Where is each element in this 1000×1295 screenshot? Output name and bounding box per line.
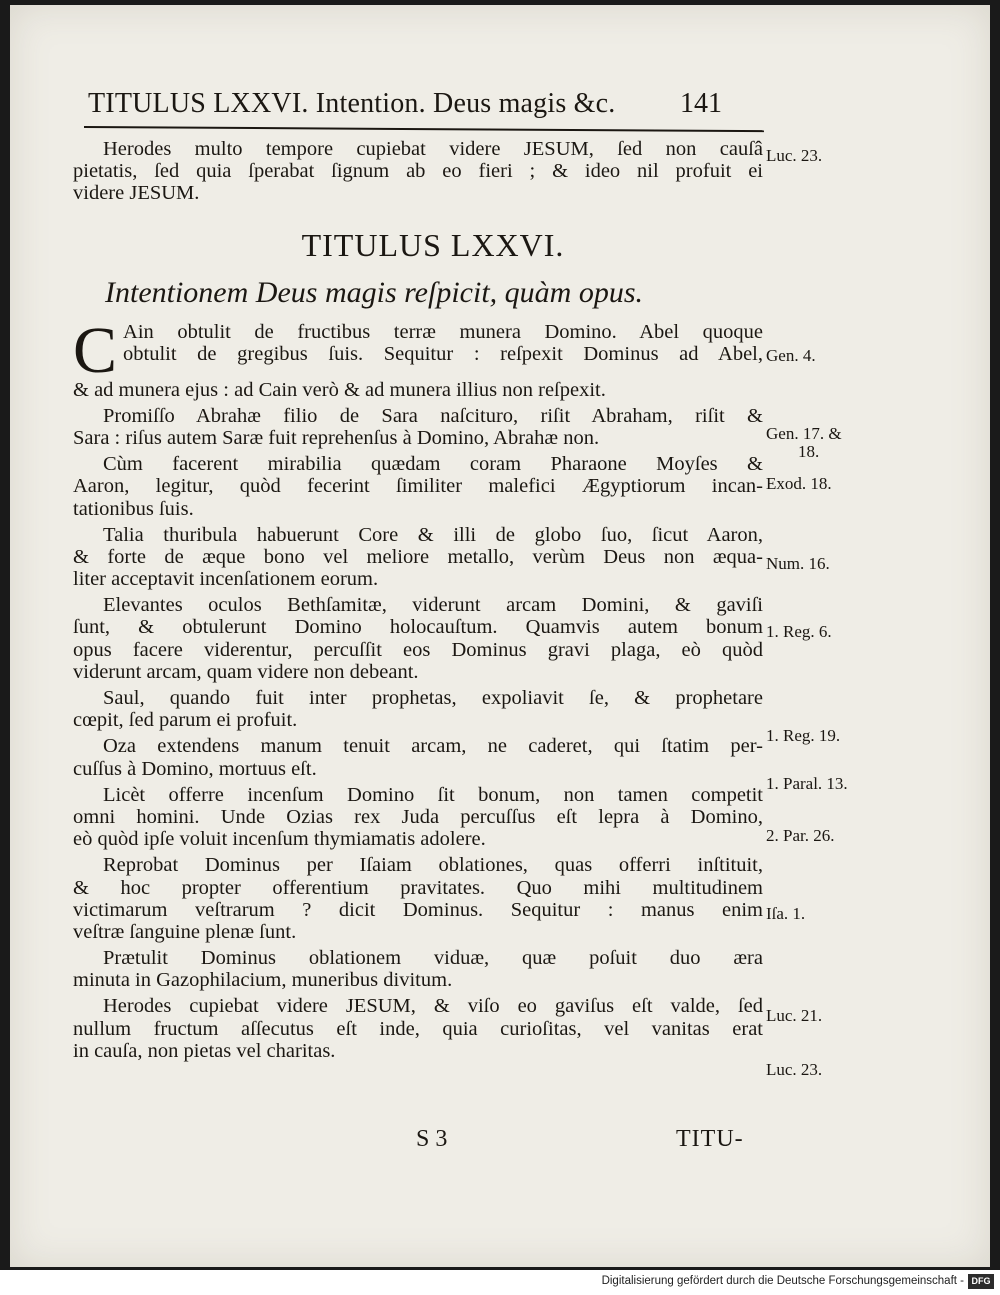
paragraph-bethsamitae <box>73 594 763 683</box>
paragraph-oza <box>73 735 763 779</box>
text-line: tationibus ſuis. <box>73 497 194 520</box>
running-title: TITULUS LXXVI. Intention. Deus magis &c. <box>88 88 616 119</box>
text-line: liter acceptavit incenſationem eorum. <box>73 568 379 591</box>
text-line: minuta in Gazophilacium, muneribus divitum. <box>73 969 453 992</box>
chapter-title: TITULUS LXXVI. <box>301 226 565 263</box>
text-line: obtulit de gregibus ſuis. Sequitur : reſpexit Dominus ad Abel, <box>123 342 763 365</box>
paragraph-moyses <box>73 453 763 520</box>
intro-paragraph <box>73 138 763 205</box>
text-line: ſunt, & obtulerunt Domino holocauſtum. Quamvis autem bonum <box>73 616 763 639</box>
text-line: viderunt arcam, quam videre non debeant. <box>73 660 419 683</box>
margin-reference: 1. Paral. 13. <box>766 774 848 793</box>
text-line: Herodes multo tempore cupiebat videre JESUM, ſed non cauſâ <box>103 138 763 160</box>
text-line: Saul, quando fuit inter prophetas, expoliavit ſe, & prophetare <box>103 687 763 709</box>
text-line: cuſſus à Domino, mortuus eſt. <box>73 757 317 780</box>
text-line: Sara : riſus autem Saræ fuit reprehenſus à Domino, Abrahæ non. <box>73 426 600 449</box>
text-line: Aaron, legitur, quòd fecerint ſimiliter malefici Ægyptiorum incan- <box>73 475 763 498</box>
margin-reference: Exod. 18. <box>766 474 832 493</box>
text-line: & ad munera ejus : ad Cain verò & ad munera illius non reſpexit. <box>73 378 606 401</box>
margin-reference: Iſa. 1. <box>766 904 806 923</box>
margin-reference: 18. <box>798 442 820 461</box>
text-line: Oza extendens manum tenuit arcam, ne caderet, qui ſtatim per- <box>103 735 763 758</box>
margin-reference: 1. Reg. 6. <box>766 622 832 641</box>
margin-reference: 1. Reg. 19. <box>766 726 841 745</box>
text-line: & forte de æque bono vel meliore metallo, verùm Deus non æqua- <box>73 545 763 568</box>
funding-credit: Digitalisierung gefördert durch die Deutsche Forschungsgemeinschaft - <box>601 1275 964 1287</box>
signature-mark: S 3 <box>416 1126 448 1152</box>
chapter-subtitle: Intentionem Deus magis reſpicit, quàm opus. <box>105 275 643 309</box>
margin-reference: Luc. 23. <box>766 1060 823 1079</box>
text-line: & hoc propter offerentium pravitates. Quo mihi multitudinem <box>73 876 763 899</box>
text-line: Prætulit Dominus oblationem viduæ, quæ poſuit duo æra <box>103 947 763 970</box>
margin-reference: Luc. 21. <box>766 1006 823 1025</box>
paragraph-abraham <box>73 405 763 449</box>
margin-reference: Gen. 4. <box>766 346 816 365</box>
drop-capital: C <box>73 313 118 387</box>
text-line: pietatis, ſed quia ſperabat ſignum ab eo fieri ; & ideo nil profuit ei <box>73 160 763 183</box>
margin-reference: Gen. 17. & <box>766 424 842 443</box>
credit-bar <box>0 1270 1000 1295</box>
paragraph-ozias <box>73 784 763 851</box>
text-line: eò quòd ipſe voluit incenſum thymiamatis adolere. <box>73 828 486 851</box>
text-line: Promiſſo Abrahæ filio de Sara naſcituro, riſit Abraham, riſit & <box>103 404 763 427</box>
paragraph-isaias <box>73 854 763 943</box>
margin-reference: Luc. 23. <box>766 146 823 165</box>
running-header <box>88 88 738 128</box>
text-line: Cùm facerent mirabilia quædam coram Pharaone Moyſes & <box>103 453 763 476</box>
catchword: TITU- <box>676 1126 744 1152</box>
text-line: veſtræ ſanguine plenæ ſunt. <box>73 920 297 943</box>
text-body <box>73 138 763 1062</box>
margin-reference: 2. Par. 26. <box>766 826 835 845</box>
text-line: opus facere viderentur, percuſſit eos Dominus gravi plaga, eò quòd <box>73 638 763 661</box>
text-line: Licèt offerre incenſum Domino ſit bonum, non tamen competit <box>103 783 763 806</box>
text-line: videre JESUM. <box>73 182 200 205</box>
text-line: victimarum veſtrarum ? dicit Dominus. Sequitur : manus enim <box>73 898 763 921</box>
dfg-logo-icon: DFG <box>968 1274 994 1289</box>
paragraph-saul <box>73 687 763 731</box>
text-line: omni homini. Unde Ozias rex Juda percuſſus eſt lepra à Domino, <box>73 805 763 828</box>
text-line: nullum fructum aſſecutus eſt inde, quia curioſitas, vel vanitas erat <box>73 1017 763 1040</box>
text-line: Herodes cupiebat videre JESUM, & viſo eo gaviſus eſt valde, ſed <box>103 995 763 1018</box>
text-line: Talia thuribula habuerunt Core & illi de globo ſuo, ſicut Aaron, <box>103 523 763 546</box>
text-line: in cauſa, non pietas vel charitas. <box>73 1039 336 1062</box>
paragraph-herodes <box>73 995 763 1062</box>
paragraph-cain <box>73 313 763 401</box>
text-line: Elevantes oculos Bethſamitæ, viderunt arcam Domini, & gaviſi <box>103 594 763 617</box>
text-line: Reprobat Dominus per Iſaiam oblationes, quas offerri inſtituit, <box>103 854 763 877</box>
margin-reference: Num. 16. <box>766 554 830 573</box>
paragraph-core <box>73 524 763 591</box>
text-line: Ain obtulit de fructibus terræ munera Domino. Abel quoque <box>123 320 763 343</box>
paragraph-vidua <box>73 947 763 991</box>
text-line: cœpit, ſed parum ei profuit. <box>73 709 298 732</box>
page-number: 141 <box>680 88 722 119</box>
